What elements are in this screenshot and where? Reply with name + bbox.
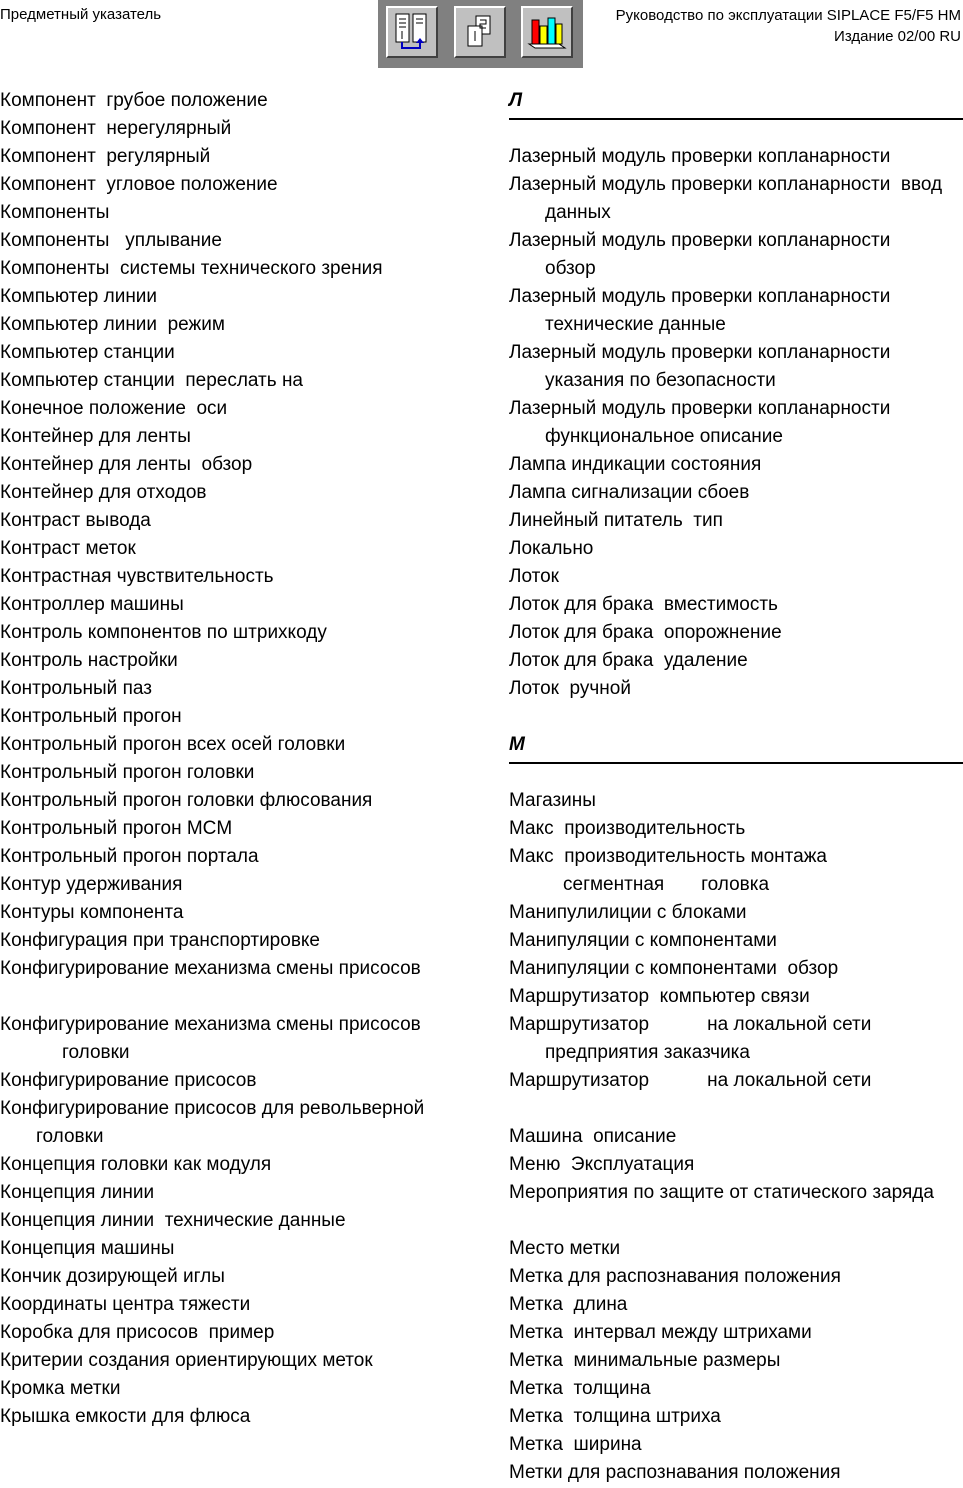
index-entry[interactable]	[0, 227, 490, 255]
index-entry-text: Лазерный модуль проверки копланарности	[509, 342, 891, 363]
index-entry-text: Контуры компонента	[0, 902, 184, 923]
index-entry[interactable]	[509, 955, 963, 983]
index-entry-text: Концепция машины	[0, 1238, 175, 1259]
index-entry-text: Манипулилиции с блоками	[509, 902, 747, 923]
index-entry-text: Машина описание	[509, 1126, 677, 1147]
library-button[interactable]	[521, 6, 573, 58]
document-info	[616, 5, 961, 47]
index-entry[interactable]	[509, 143, 963, 171]
index-entry[interactable]	[0, 955, 490, 983]
index-entry-text: Маршрутизатор на локальной сети	[509, 1070, 872, 1091]
index-entry[interactable]	[0, 787, 490, 815]
index-entry[interactable]	[509, 843, 963, 899]
index-entry[interactable]	[509, 339, 963, 395]
index-entry[interactable]	[0, 171, 490, 199]
index-entry-text: Компонент грубое положение	[0, 90, 268, 111]
index-entry[interactable]	[0, 1095, 490, 1151]
index-entry-text: Конфигурирование присосов для револьверной	[0, 1098, 425, 1119]
index-entry[interactable]	[509, 171, 963, 227]
index-entry[interactable]	[0, 255, 490, 283]
index-entry-text: Меню Эксплуатация	[509, 1154, 695, 1175]
table-of-contents-icon	[392, 12, 432, 52]
index-entry-text: Компонент нерегулярный	[0, 118, 232, 139]
index-entry[interactable]	[0, 703, 490, 731]
index-entry[interactable]	[509, 927, 963, 955]
index-entry[interactable]	[509, 787, 963, 815]
index-entry[interactable]	[509, 1375, 963, 1403]
index-entry-text: Кромка метки	[0, 1378, 121, 1399]
index-entry-text: Маршрутизатор на локальной сети	[509, 1014, 872, 1035]
index-entry[interactable]	[509, 535, 963, 563]
blank-line	[509, 115, 963, 143]
index-entry-text: Компьютер станции переслать на	[0, 370, 303, 391]
navigation-toolbar	[378, 0, 583, 68]
index-entry-text: Компоненты уплывание	[0, 230, 222, 251]
index-entry-text: Метки для распознавания положения	[509, 1462, 841, 1483]
index-entry[interactable]	[0, 1235, 490, 1263]
index-entry-text: Контур удерживания	[0, 874, 183, 895]
index-entry-text: Лазерный модуль проверки копланарности	[509, 146, 891, 167]
index-entry[interactable]	[0, 339, 490, 367]
index-entry[interactable]	[0, 115, 490, 143]
index-entry[interactable]	[0, 87, 490, 115]
index-entry-text: Координаты центра тяжести	[0, 1294, 251, 1315]
index-entry[interactable]	[0, 367, 490, 395]
index-entry[interactable]	[0, 591, 490, 619]
index-entry-text: Компьютер станции	[0, 342, 175, 363]
index-entry[interactable]	[0, 507, 490, 535]
index-entry[interactable]	[509, 563, 963, 591]
index-entry-text: Метка толщина	[509, 1378, 651, 1399]
index-entry-text: Критерии создания ориентирующих меток	[0, 1350, 373, 1371]
index-entry[interactable]	[0, 843, 490, 871]
index-entry-text: Лоток для брака удаление	[509, 650, 748, 671]
blank-line	[509, 1207, 963, 1235]
index-entry-text: Манипуляции с компонентами	[509, 930, 777, 951]
index-entry[interactable]	[509, 1319, 963, 1347]
index-entry[interactable]	[0, 1319, 490, 1347]
index-entry-text: Контейнер для ленты обзор	[0, 454, 253, 475]
index-entry-text: Контрольный прогон MCM	[0, 818, 233, 839]
blank-line	[0, 983, 490, 1011]
index-entry-text: Компонент регулярный	[0, 146, 211, 167]
index-entry-text: Контроллер машины	[0, 594, 184, 615]
index-entry-text: Метка интервал между штрихами	[509, 1322, 812, 1343]
library-books-icon	[527, 12, 567, 52]
index-entry-text: Манипуляции с компонентами обзор	[509, 958, 839, 979]
index-entry-text: Контроль настройки	[0, 650, 178, 671]
index-column-left	[0, 87, 490, 1431]
index-entry-text: Конфигурирование механизма смены присосов	[0, 1014, 421, 1035]
index-entry[interactable]	[0, 1347, 490, 1375]
index-entry[interactable]	[0, 731, 490, 759]
index-entry[interactable]	[0, 1375, 490, 1403]
index-entry-text: Лампа сигнализации сбоев	[509, 482, 750, 503]
index-entry-text: Концепция линии	[0, 1182, 155, 1203]
index-entry-text: Контрольный прогон головки	[0, 762, 255, 783]
index-entry[interactable]	[509, 395, 963, 451]
index-entry-text: Конфигурирование присосов	[0, 1070, 257, 1091]
index-entry-text: Контрольный прогон портала	[0, 846, 259, 867]
index-entry[interactable]	[0, 395, 490, 423]
index-entry[interactable]	[0, 899, 490, 927]
index-entry-text: Концепция линии технические данные	[0, 1210, 346, 1231]
index-entry-text: Концепция головки как модуля	[0, 1154, 272, 1175]
index-entry[interactable]	[509, 507, 963, 535]
index-entry[interactable]	[509, 983, 963, 1011]
edition: Издание 02/00 RU	[834, 28, 961, 45]
index-entry[interactable]	[509, 1431, 963, 1459]
index-entry[interactable]	[0, 815, 490, 843]
index-entry[interactable]	[509, 1263, 963, 1291]
index-entry[interactable]	[509, 451, 963, 479]
index-entry[interactable]	[0, 451, 490, 479]
index-entry-text: Контраст вывода	[0, 510, 151, 531]
index-entry[interactable]	[509, 1403, 963, 1431]
index-entry-text: Контейнер для отходов	[0, 482, 207, 503]
index-entry-continuation: указания по безопасности	[545, 370, 776, 391]
index-entry-text: Лоток для брака опорожнение	[509, 622, 782, 643]
blank-line	[509, 759, 963, 787]
index-entry-text: Компонент угловое положение	[0, 174, 278, 195]
index-entry[interactable]	[0, 675, 490, 703]
index-entry[interactable]	[509, 1011, 963, 1067]
index-entry-text: Лазерный модуль проверки копланарности	[509, 230, 891, 251]
index-entry[interactable]	[0, 1403, 490, 1431]
index-entry-continuation: сегментная головка	[563, 874, 770, 895]
index-entry[interactable]	[509, 479, 963, 507]
blank-line	[509, 703, 963, 731]
index-entry[interactable]	[509, 899, 963, 927]
index-entry[interactable]	[509, 1151, 963, 1179]
index-entry[interactable]	[0, 1151, 490, 1179]
index-entry-text: Магазины	[509, 790, 596, 811]
index-entry[interactable]	[0, 1067, 490, 1095]
index-entry-text: Компьютер линии режим	[0, 314, 225, 335]
index-entry[interactable]	[509, 1123, 963, 1151]
index-entry-text: Метка длина	[509, 1294, 628, 1315]
index-entry-text: Контрольный прогон	[0, 706, 182, 727]
index-entry-text: Крышка емкости для флюса	[0, 1406, 251, 1427]
index-entry-continuation: головки	[62, 1042, 130, 1063]
index-entry[interactable]	[0, 619, 490, 647]
index-entry-text: Контрольный паз	[0, 678, 152, 699]
pages-icon	[460, 12, 500, 52]
index-entry[interactable]	[0, 759, 490, 787]
index-entry[interactable]	[509, 647, 963, 675]
index-entry-text: Компоненты системы технического зрения	[0, 258, 383, 279]
index-entry[interactable]	[509, 1291, 963, 1319]
index-entry[interactable]	[0, 311, 490, 339]
index-entry[interactable]	[0, 1011, 490, 1067]
index-entry-text: Лоток	[509, 566, 559, 587]
index-entry[interactable]	[509, 675, 963, 703]
contents-button[interactable]	[386, 6, 438, 58]
index-entry-text: Контейнер для ленты	[0, 426, 191, 447]
index-entry-text: Мероприятия по защите от статического заряда	[509, 1182, 934, 1203]
index-entry-text: Место метки	[509, 1238, 621, 1259]
index-entry[interactable]	[0, 1263, 490, 1291]
index-entry[interactable]	[0, 479, 490, 507]
index-entry[interactable]	[509, 591, 963, 619]
index-entry-text: Метка толщина штриха	[509, 1406, 721, 1427]
index-entry-text: Контрастная чувствительность	[0, 566, 274, 587]
index-entry-continuation: обзор	[545, 258, 596, 279]
index-entry-text: Лампа индикации состояния	[509, 454, 762, 475]
index-entry-text: Конфигурирование механизма смены присосов	[0, 958, 421, 979]
index-entry[interactable]	[509, 283, 963, 339]
index-entry-text: Лазерный модуль проверки копланарности ввод	[509, 174, 943, 195]
index-entry-continuation: головки	[36, 1126, 104, 1147]
index-entry-text: Макс производительность	[509, 818, 746, 839]
index-entry-text: Контраст меток	[0, 538, 136, 559]
blank-line	[509, 1095, 963, 1123]
index-entry-continuation: предприятия заказчика	[545, 1042, 750, 1063]
index-entry[interactable]	[0, 1179, 490, 1207]
manual-title: Руководство по эксплуатации SIPLACE F5/F5 HM	[615, 7, 961, 24]
index-entry[interactable]	[0, 199, 490, 227]
index-entry-text: Лоток ручной	[509, 678, 631, 699]
index-entry-continuation: функциональное описание	[545, 426, 783, 447]
index-entry[interactable]	[0, 563, 490, 591]
index-entry-text: Компоненты	[0, 202, 110, 223]
index-entry[interactable]	[509, 1179, 963, 1207]
index-entry-text: Контрольный прогон всех осей головки	[0, 734, 346, 755]
pages-button[interactable]	[454, 6, 506, 58]
index-entry-text: Лазерный модуль проверки копланарности	[509, 286, 891, 307]
section-title: Предметный указатель	[0, 6, 162, 23]
index-entry[interactable]	[0, 1207, 490, 1235]
index-entry-continuation: технические данные	[545, 314, 726, 335]
index-entry-text: Лоток для брака вместимость	[509, 594, 778, 615]
index-entry[interactable]	[0, 927, 490, 955]
index-entry[interactable]	[509, 619, 963, 647]
index-entry-text: Контроль компонентов по штрихкоду	[0, 622, 327, 643]
index-entry-text: Коробка для присосов пример	[0, 1322, 275, 1343]
index-entry-text: Компьютер линии	[0, 286, 158, 307]
index-entry[interactable]	[0, 1291, 490, 1319]
index-entry-text: Локально	[509, 538, 594, 559]
index-entry-text: Метка минимальные размеры	[509, 1350, 781, 1371]
index-entry[interactable]	[0, 535, 490, 563]
letter-heading: М	[509, 731, 963, 764]
index-entry[interactable]	[0, 283, 490, 311]
index-entry[interactable]	[0, 423, 490, 451]
index-entry-text: Маршрутизатор компьютер связи	[509, 986, 810, 1007]
index-entry-text: Лазерный модуль проверки копланарности	[509, 398, 891, 419]
index-entry[interactable]	[0, 143, 490, 171]
index-entry-text: Конфигурация при транспортировке	[0, 930, 321, 951]
index-entry-continuation: данных	[545, 202, 611, 223]
index-entry-text: Конечное положение оси	[0, 398, 228, 419]
index-entry-text: Линейный питатель тип	[509, 510, 723, 531]
index-entry[interactable]	[509, 815, 963, 843]
index-entry[interactable]	[509, 1067, 963, 1095]
index-entry-text: Кончик дозирующей иглы	[0, 1266, 225, 1287]
index-entry[interactable]	[509, 1347, 963, 1375]
index-entry-text: Контрольный прогон головки флюсования	[0, 790, 373, 811]
index-entry[interactable]	[0, 871, 490, 899]
index-entry-text: Метка для распознавания положения	[509, 1266, 841, 1287]
letter-heading: Л	[509, 87, 963, 120]
index-column-right	[509, 87, 963, 1487]
index-entry[interactable]	[509, 227, 963, 283]
index-entry-text: Метка ширина	[509, 1434, 642, 1455]
index-entry[interactable]	[509, 1459, 963, 1487]
index-entry-text: Макс производительность монтажа	[509, 846, 827, 867]
index-entry[interactable]	[509, 1235, 963, 1263]
index-entry[interactable]	[0, 647, 490, 675]
